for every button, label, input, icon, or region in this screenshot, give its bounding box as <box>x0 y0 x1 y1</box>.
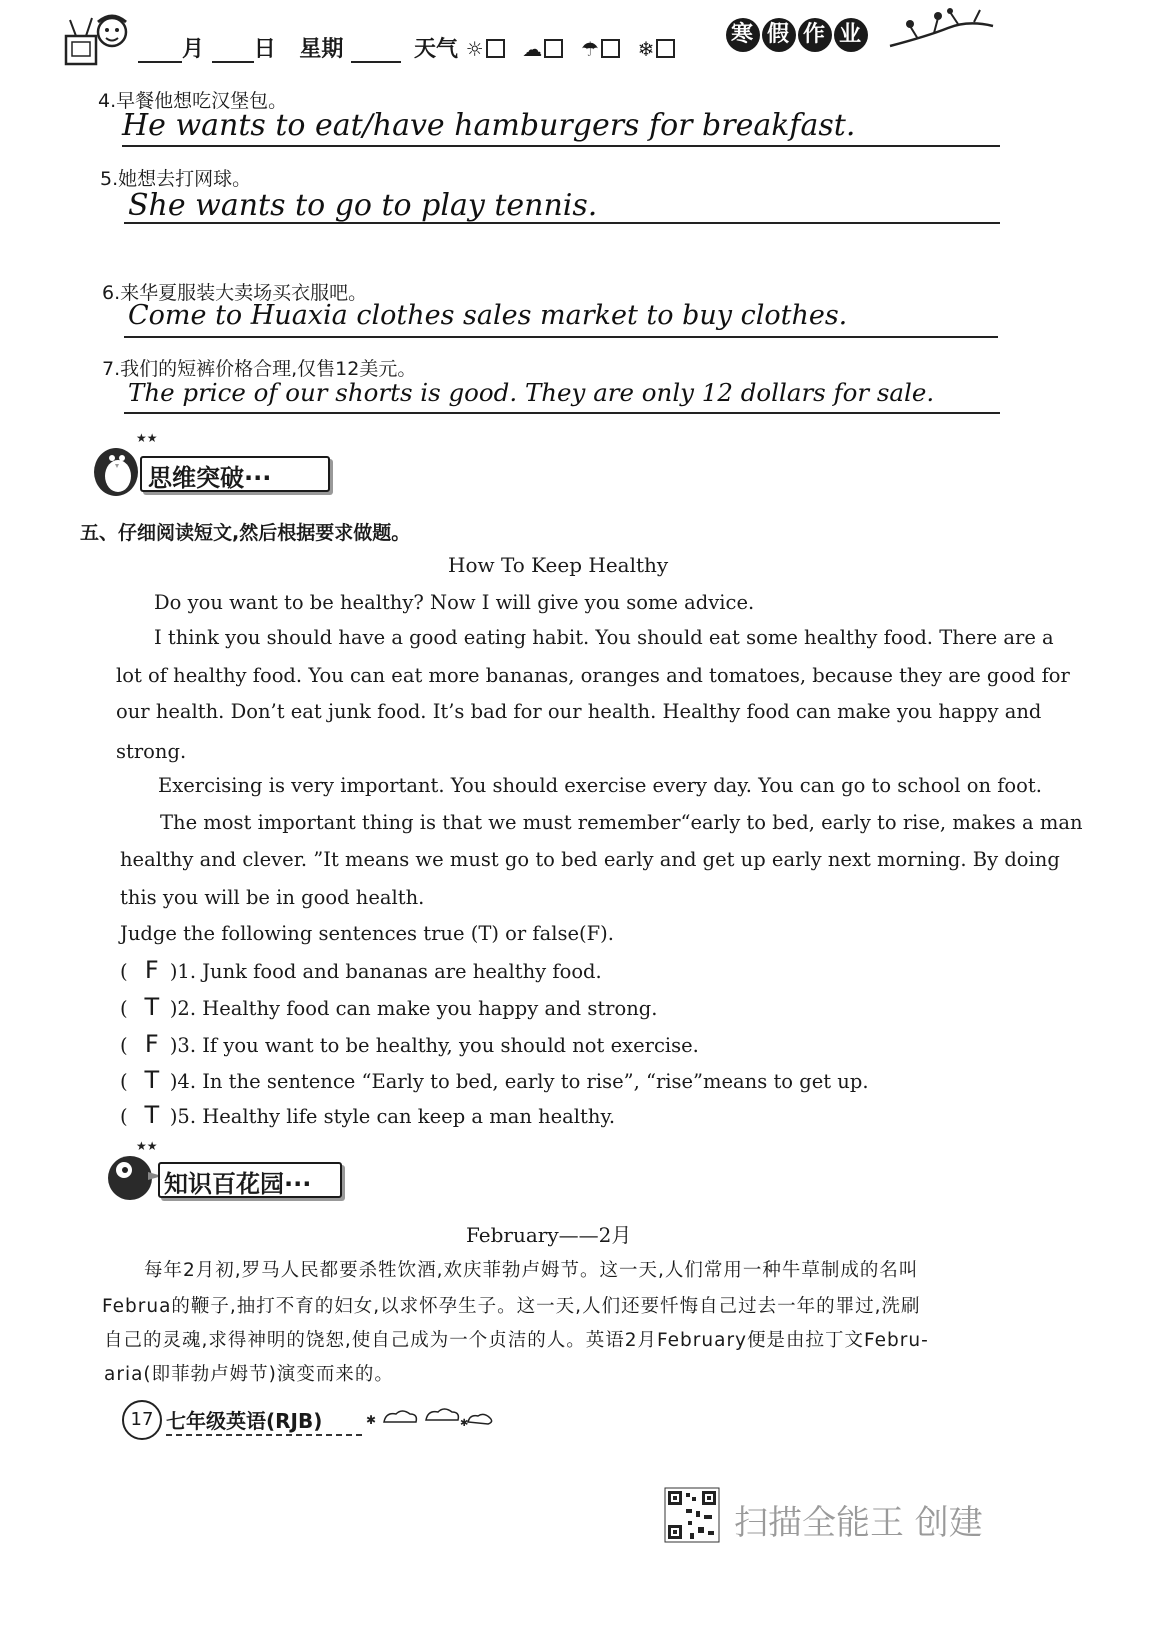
knowledge-line: 每年2月初,罗马人民都要杀牲饮酒,欢庆菲勃卢姆节。这一天,人们常用一种牛草制成的名叫 <box>144 1260 919 1281</box>
judge-text: )5. Healthy life style can keep a man healthy. <box>169 1105 616 1128</box>
reading-title: How To Keep Healthy <box>448 553 669 577</box>
question-7-answer: The price of our shorts is good. They are only 12 dollars for sale. <box>128 378 935 407</box>
knowledge-subtitle: February——2月 <box>466 1223 632 1247</box>
reading-instruction: 五、仔细阅读短文,然后根据要求做题。 <box>80 522 411 544</box>
judge-item: ( F )3. If you want to be healthy, you should not exercise. <box>120 1030 699 1058</box>
knowledge-line: aria(即菲勃卢姆节)演变而来的。 <box>104 1364 394 1385</box>
rain-checkbox[interactable] <box>601 39 620 58</box>
page-number-badge <box>122 1400 162 1440</box>
cloud-decoration-icon <box>364 1404 496 1430</box>
judge-text: )3. If you want to be healthy, you should not exercise. <box>169 1034 699 1057</box>
answer-line-4 <box>122 145 1000 147</box>
judge-mark: F <box>144 956 159 984</box>
answer-line-6 <box>124 336 998 338</box>
judge-text: )4. In the sentence “Early to bed, early to rise”, “rise”means to get up. <box>169 1070 869 1093</box>
day-label: 日 <box>253 37 276 62</box>
snow-icon: ❄ <box>637 37 655 61</box>
reading-line: I think you should have a good eating habit. You should eat some healthy food. There are a <box>154 626 1054 649</box>
banner-char: 假 <box>762 18 796 52</box>
judge-mark: F <box>144 1030 159 1058</box>
question-6-answer: Come to Huaxia clothes sales market to buy clothes. <box>128 300 848 331</box>
judge-text: )1. Junk food and bananas are healthy food. <box>169 960 602 983</box>
reading-line: this you will be in good health. <box>120 886 425 909</box>
question-4-answer: He wants to eat/have hamburgers for breakfast. <box>122 108 856 143</box>
answer-line-5 <box>124 222 1000 224</box>
judge-mark: T <box>144 1066 160 1094</box>
weekday-label: 星期 <box>299 37 344 62</box>
judge-item: ( T )4. In the sentence “Early to bed, early to rise”, “rise”means to get up. <box>120 1066 869 1094</box>
banner-char: 作 <box>798 18 832 52</box>
header-illustration <box>62 8 134 70</box>
scanner-watermark: 扫描全能王 创建 <box>734 1503 983 1543</box>
question-7-prompt: 7.我们的短裤价格合理,仅售12美元。 <box>102 358 417 380</box>
month-label: 月 <box>182 37 205 62</box>
winter-homework-banner <box>726 18 870 52</box>
cloudy-checkbox[interactable] <box>544 39 563 58</box>
snow-checkbox[interactable] <box>656 39 675 58</box>
judge-item: ( T )5. Healthy life style can keep a man healthy. <box>120 1101 616 1129</box>
date-line <box>138 32 401 63</box>
svg-text:✱: ✱ <box>366 1413 377 1427</box>
book-title: 七年级英语(RJB) <box>166 1409 323 1433</box>
knowledge-line: 自己的灵魂,求得神明的饶恕,使自己成为一个贞洁的人。英语2月February便是由拉丁文Febru- <box>104 1330 929 1351</box>
weather-line <box>414 32 675 63</box>
svg-text:✱: ✱ <box>460 1418 469 1429</box>
reading-line: lot of healthy food. You can eat more bananas, oranges and tomatoes, because they are good for <box>116 664 1070 687</box>
cloudy-icon: ☁ <box>522 37 543 61</box>
question-6-prompt: 6.来华夏服装大卖场买衣服吧。 <box>102 282 368 304</box>
knowledge-line: Februa的鞭子,抽打不育的妇女,以求怀孕生子。这一天,人们还要忏悔自己过去一年的罪过,洗刷 <box>102 1296 921 1317</box>
reading-line: The most important thing is that we must remember“early to bed, early to rise, makes a man <box>160 811 1083 834</box>
reading-line: strong. <box>116 740 187 763</box>
reading-line: our health. Don’t eat junk food. It’s bad for our health. Healthy food can make you happy and <box>116 700 1042 723</box>
page-number: 17 <box>130 1409 154 1430</box>
weather-label: 天气 <box>414 37 459 62</box>
reading-line: Do you want to be healthy? Now I will give you some advice. <box>154 591 755 614</box>
sunny-checkbox[interactable] <box>486 39 505 58</box>
judge-mark: T <box>144 993 160 1021</box>
svg-text:★★: ★★ <box>136 431 158 445</box>
answer-line-7 <box>124 412 1000 414</box>
reading-line: healthy and clever. ”It means we must go to bed early and get up early next morning. By doing <box>120 848 1060 871</box>
question-4-prompt: 4.早餐他想吃汉堡包。 <box>98 90 288 112</box>
question-5-answer: She wants to go to play tennis. <box>128 188 598 223</box>
footer-dashed-line <box>166 1434 362 1436</box>
question-5-prompt: 5.她想去打网球。 <box>100 168 252 190</box>
svg-text:★★: ★★ <box>136 1139 158 1153</box>
banner-char: 寒 <box>726 18 760 52</box>
judge-item: ( T )2. Healthy food can make you happy and strong. <box>120 993 658 1021</box>
rain-icon: ☂ <box>580 37 599 61</box>
thinking-section-title: 思维突破··· <box>148 464 272 492</box>
judge-mark: T <box>144 1101 160 1129</box>
reading-line: Exercising is very important. You should exercise every day. You can go to school on foot. <box>158 774 1042 797</box>
banner-char: 业 <box>834 18 868 52</box>
banner-branch-decoration <box>888 6 998 52</box>
judge-text: )2. Healthy food can make you happy and strong. <box>169 997 658 1020</box>
judge-item: ( F )1. Junk food and bananas are healthy food. <box>120 956 602 984</box>
qr-code-icon <box>664 1487 720 1543</box>
sunny-icon: ☼ <box>465 37 484 61</box>
knowledge-section-title: 知识百花园··· <box>164 1170 312 1198</box>
judge-instruction: Judge the following sentences true (T) or false(F). <box>120 922 614 945</box>
